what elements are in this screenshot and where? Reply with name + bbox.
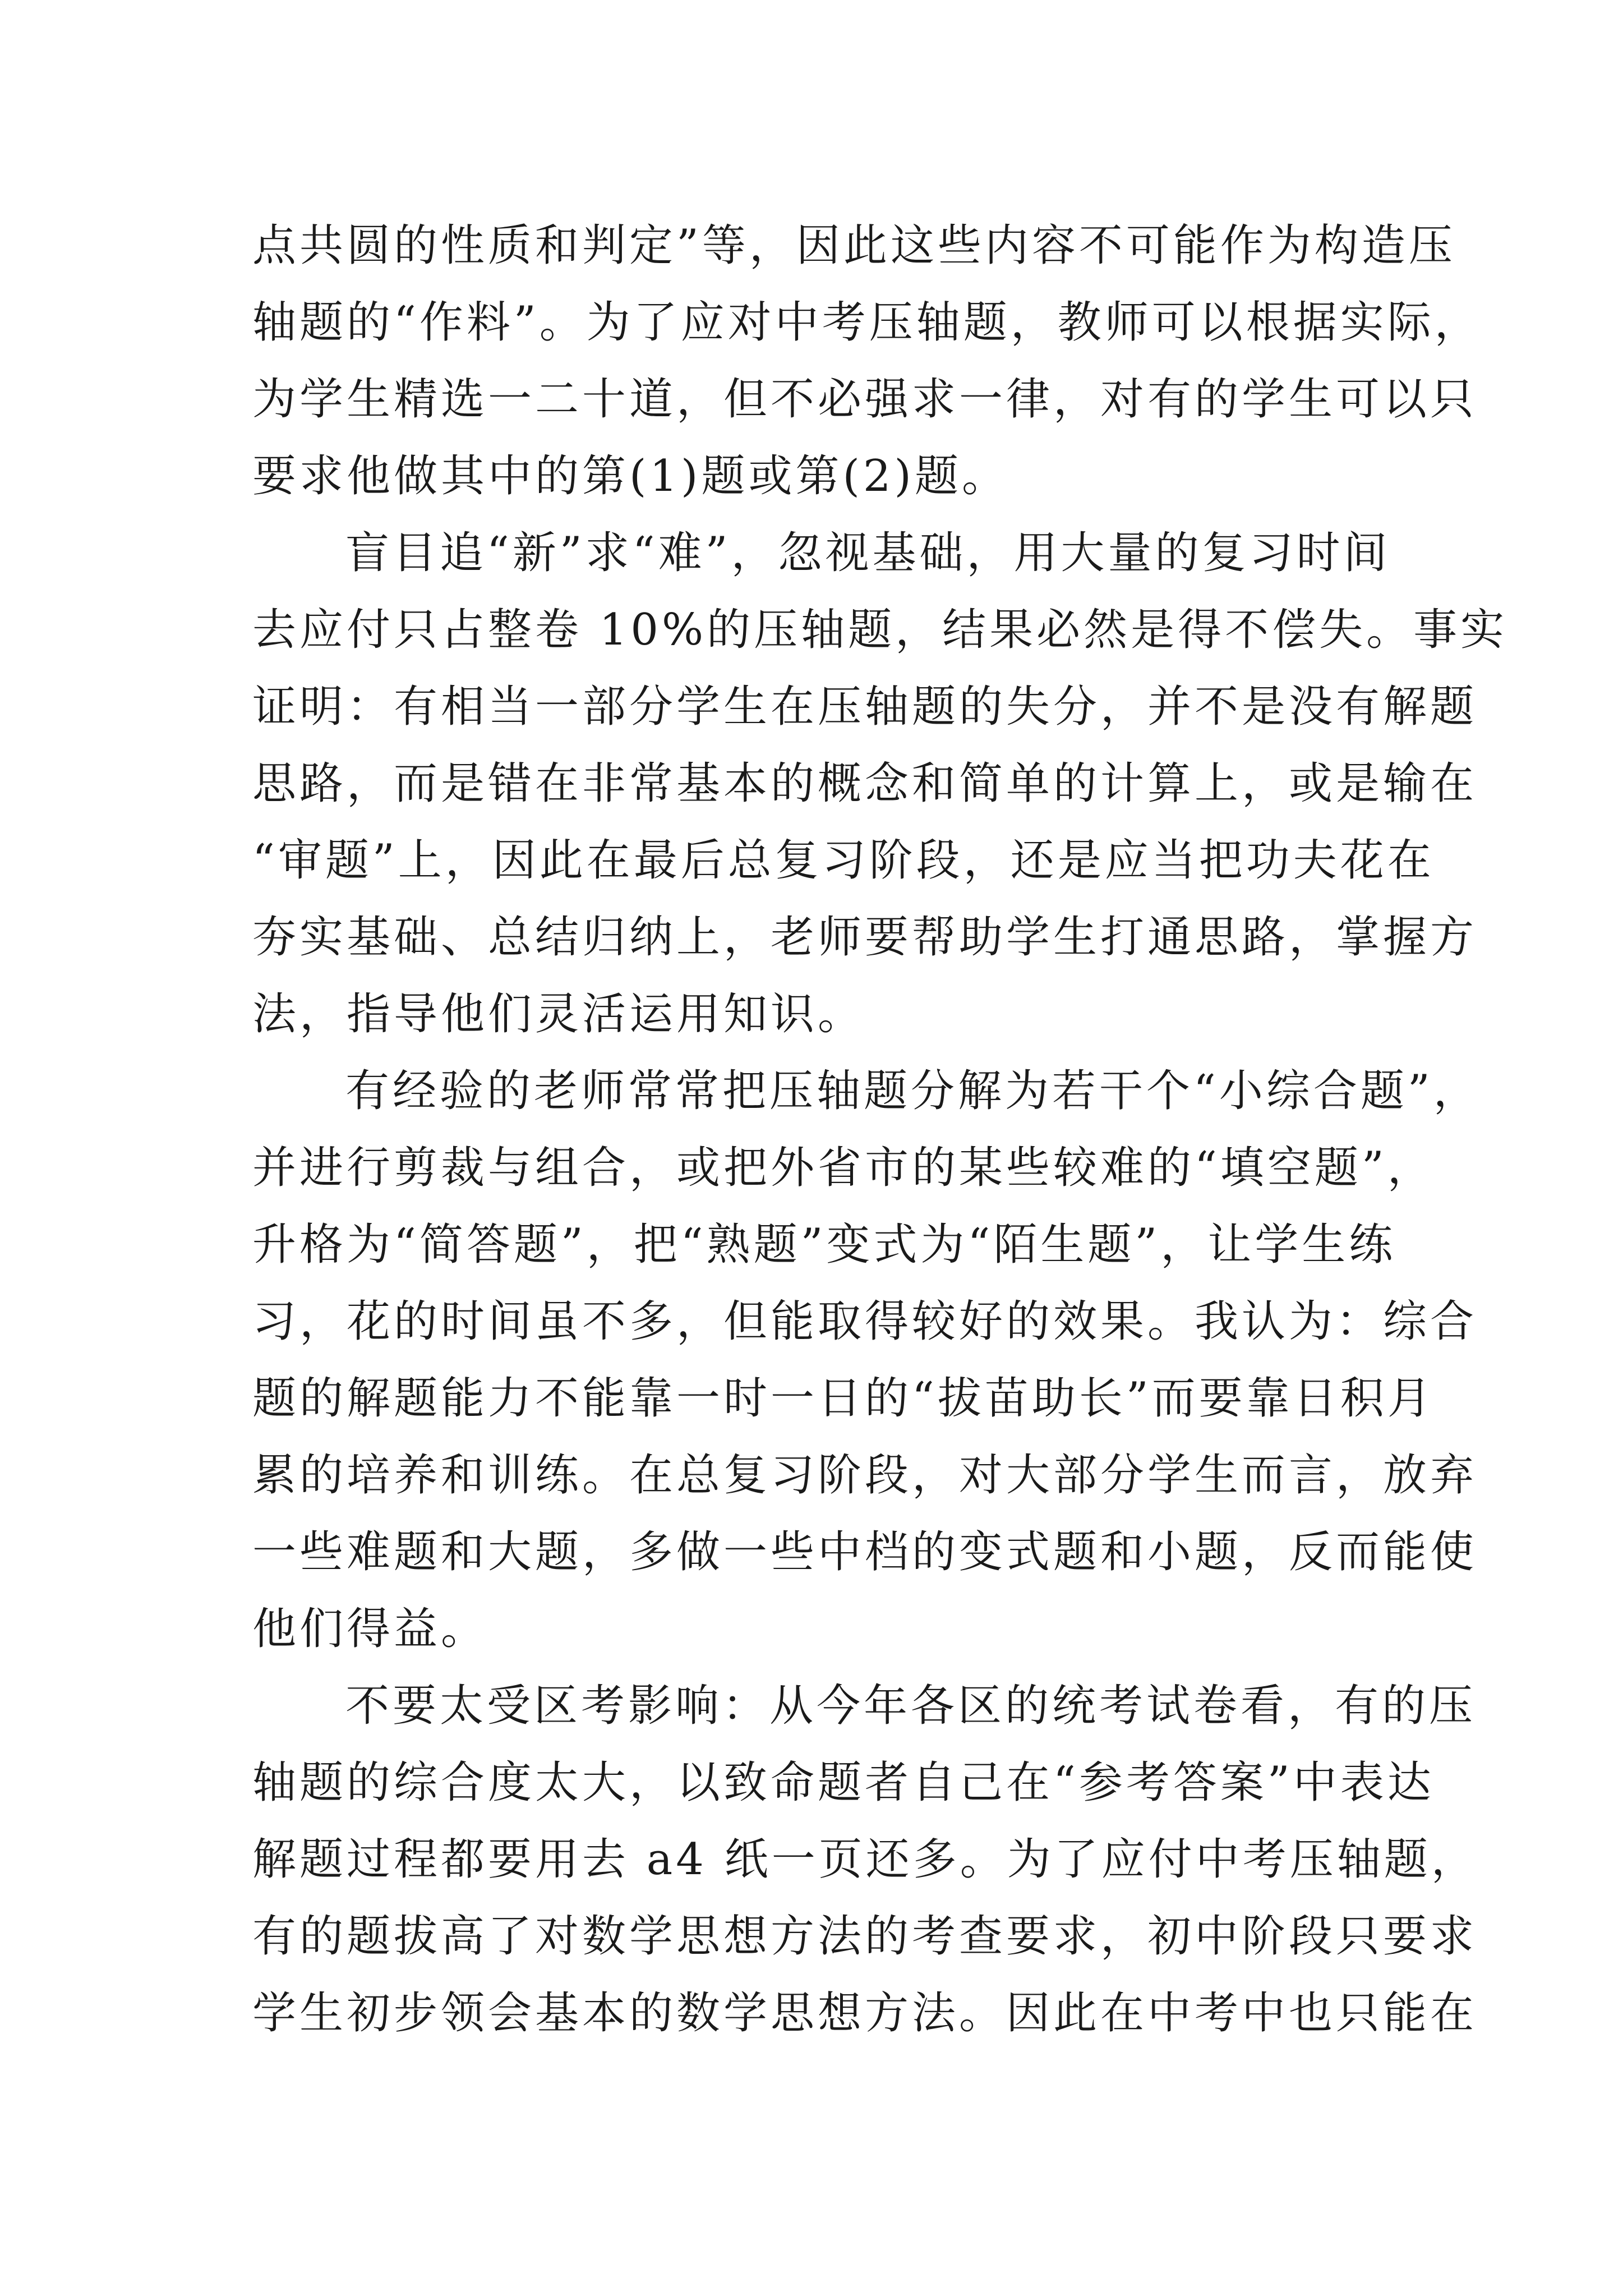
- text-line: 学生初步领会基本的数学思想方法。因此在中考中也只能在: [252, 1988, 1478, 2039]
- text-line: 题的解题能力不能靠一时一日的“拔苗助长”而要靠日积月: [252, 1373, 1435, 1424]
- text-line: 证明：有相当一部分学生在压轴题的失分，并不是没有解题: [252, 682, 1478, 732]
- text-line: 轴题的“作料”。为了应对中考压轴题，教师可以根据实际，: [252, 297, 1482, 348]
- text-line: 轴题的综合度太大，以致命题者自己在“参考答案”中表达: [252, 1757, 1435, 1808]
- text-line: 思路，而是错在非常基本的概念和简单的计算上，或是输在: [252, 758, 1478, 809]
- text-line: 一些难题和大题，多做一些中档的变式题和小题，反而能使: [252, 1527, 1478, 1577]
- text-line: 升格为“简答题”，把“熟题”变式为“陌生题”，让学生练: [252, 1220, 1396, 1270]
- text-line: 并进行剪裁与组合，或把外省市的某些较难的“填空题”，: [252, 1143, 1435, 1193]
- text-line: 有的题拔高了对数学思想方法的考查要求，初中阶段只要求: [252, 1911, 1478, 1962]
- text-line: 累的培养和训练。在总复习阶段，对大部分学生而言，放弃: [252, 1450, 1478, 1501]
- paragraph-first-line: 不要太受区考影响：从今年各区的统考试卷看，有的压: [345, 1681, 1477, 1731]
- text-line: 夯实基础、总结归纳上，老师要帮助学生打通思路，掌握方: [252, 912, 1478, 963]
- paragraph-first-line: 有经验的老师常常把压轴题分解为若干个“小综合题”，: [345, 1066, 1481, 1116]
- text-line: 解题过程都要用去 a4 纸一页还多。为了应付中考压轴题，: [252, 1834, 1478, 1885]
- text-line: “审题”上，因此在最后总复习阶段，还是应当把功夫花在: [252, 835, 1435, 886]
- text-line: 点共圆的性质和判定”等，因此这些内容不可能作为构造压: [252, 220, 1456, 271]
- text-line: 习，花的时间虽不多，但能取得较好的效果。我认为：综合: [252, 1296, 1478, 1347]
- text-line: 要求他做其中的第(1)题或第(2)题。: [252, 451, 1009, 501]
- text-line: 去应付只占整卷 10%的压轴题，结果必然是得不偿失。事实: [252, 605, 1508, 655]
- text-line: 他们得益。: [252, 1604, 488, 1654]
- text-line: 为学生精选一二十道，但不必强求一律，对有的学生可以只: [252, 374, 1478, 425]
- text-line: 法，指导他们灵活运用知识。: [252, 989, 865, 1039]
- document-page: [252, 208, 1508, 2052]
- paragraph-first-line: 盲目追“新”求“难”，忽视基础，用大量的复习时间: [345, 528, 1391, 578]
